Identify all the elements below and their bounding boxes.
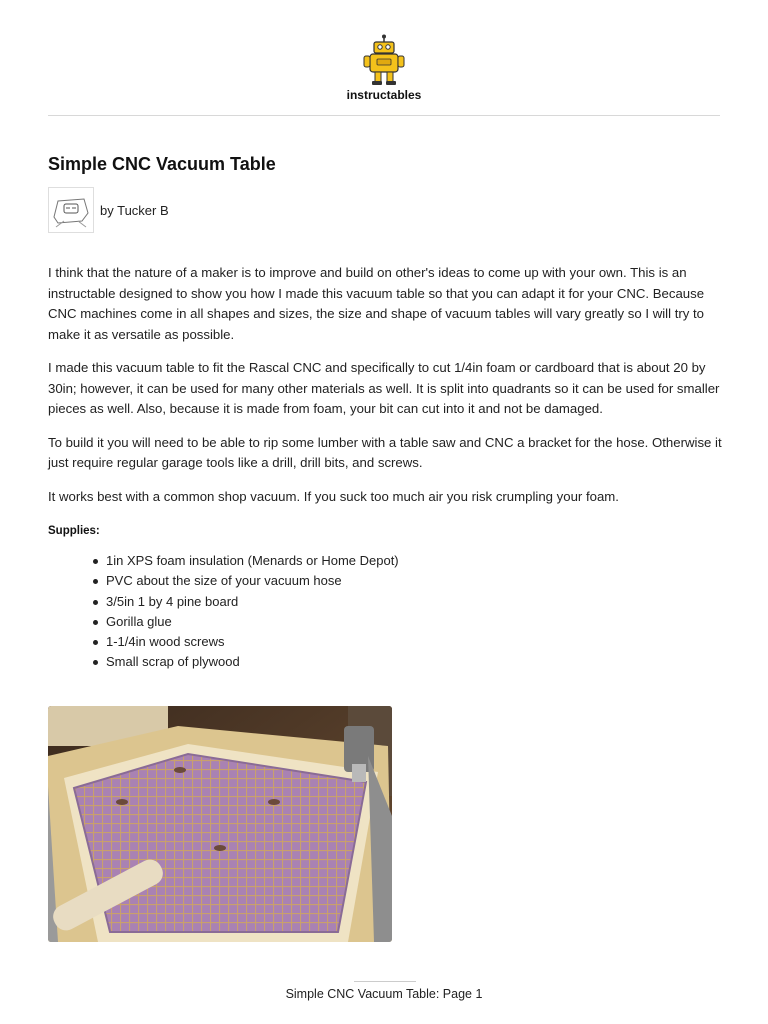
- footer-divider: [354, 981, 416, 982]
- page-footer: Simple CNC Vacuum Table: Page 1: [285, 987, 483, 1001]
- list-item: Small scrap of plywood: [106, 652, 728, 672]
- list-item: Gorilla glue: [106, 612, 728, 632]
- list-item: 1-1/4in wood screws: [106, 632, 728, 652]
- brand-name[interactable]: instructables: [346, 88, 422, 102]
- article-title: Simple CNC Vacuum Table: [48, 154, 276, 174]
- author-name[interactable]: by Tucker B: [100, 203, 169, 218]
- article-body: [48, 263, 728, 673]
- paragraph: I think that the nature of a maker is to improve and build on other's ideas to come up with your own. This is an instructable designed to show you how I made this vacuum table so that you can adapt it for your CNC. Because CNC machines come in all shapes and sizes, the size and shape of vacuum tables will vary greatly so I will try to make it as versatile as possible.: [48, 265, 705, 342]
- supplies-list: [48, 551, 728, 673]
- vacuum-table-photo: [48, 706, 392, 942]
- paragraph: It works best with a common shop vacuum. If you suck too much air you risk crumpling your foam.: [48, 488, 619, 504]
- list-item: PVC about the size of your vacuum hose: [106, 571, 728, 591]
- list-item: 3/5in 1 by 4 pine board: [106, 592, 728, 612]
- page-header: [0, 0, 768, 116]
- header-divider: [48, 115, 720, 116]
- author-avatar[interactable]: [48, 187, 94, 233]
- instructables-robot-logo-icon[interactable]: [360, 34, 408, 86]
- paragraph: To build it you will need to be able to rip some lumber with a table saw and CNC a bracket for the hose. Otherwise it just require regular garage tools like a drill, drill bits, and screws.: [48, 434, 722, 470]
- paragraph: I made this vacuum table to fit the Rascal CNC and specifically to cut 1/4in foam or cardboard that is about 20 by 30in; however, it can be used for many other materials as well. It is split into quadrants so it can be used for smaller pieces as well. Also, because it is made from foam, your bit can cut into it and not be damaged.: [48, 360, 720, 416]
- supplies-heading: Supplies:: [48, 525, 100, 537]
- list-item: 1in XPS foam insulation (Menards or Home Depot): [106, 551, 728, 571]
